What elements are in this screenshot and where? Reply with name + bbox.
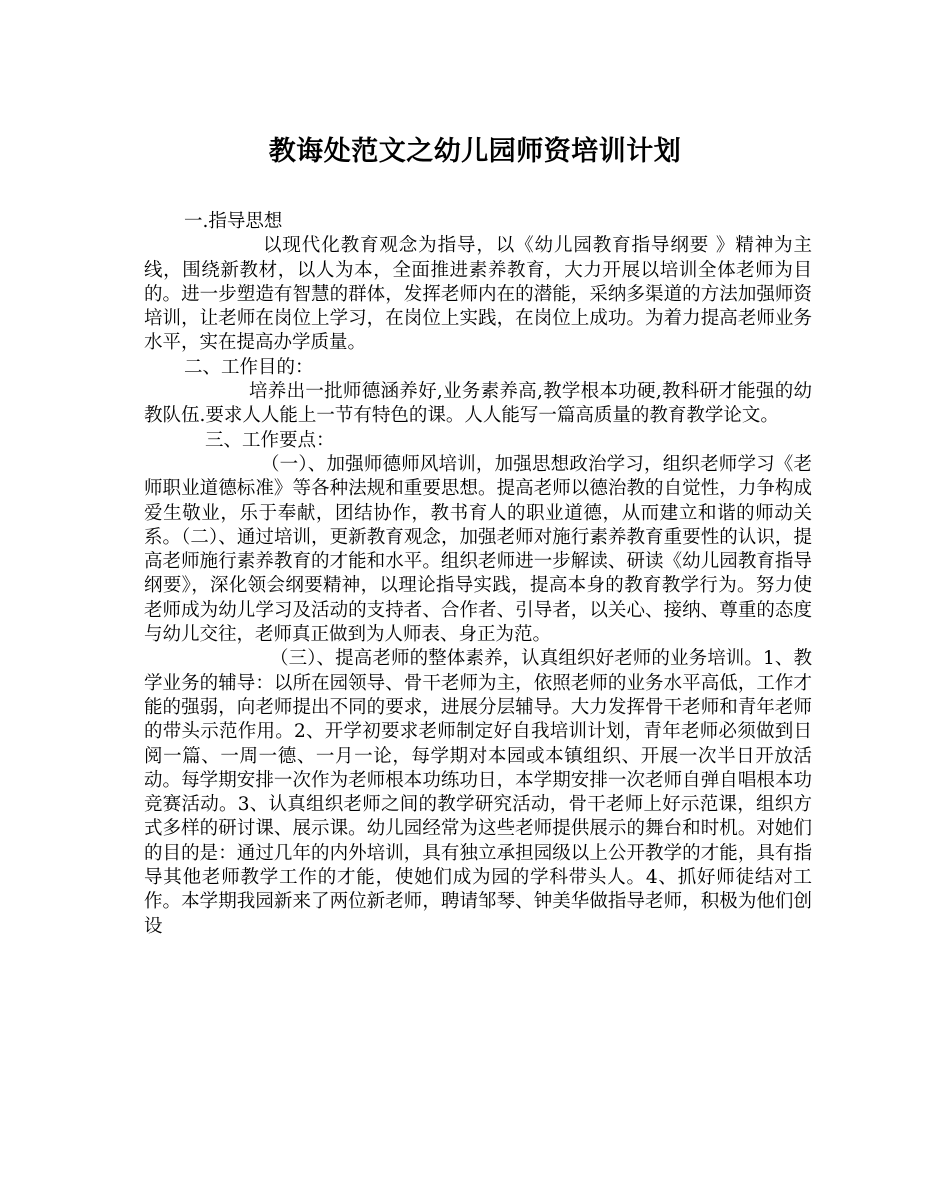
- paragraph-work-points-3: （三）、提高老师的整体素养，认真组织好老师的业务培训。1、教学业务的辅导：以所在园领导、骨干老师为主，依照老师的业务水平高低，工作才能的强弱，向老师提出不同的要求，进展分层辅导。大力发挥骨干老师和青年老师的带头示范作用。2、开学初要求老师制定好自我培训计划，青年老师必须做到日阅一篇、一周一德、一月一论，每学期对本园或本镇组织、开展一次半日开放活动。每学期安排一次作为老师根本功练功日，本学期安排一次老师自弹自唱根本功竞赛活动。3、认真组织老师之间的教学研究活动，骨干老师上好示范课，组织方式多样的研讨课、展示课。幼儿园经常为这些老师提供展示的舞台和时机。对她们的目的是：通过几年的内外培训，具有独立承担园级以上公开教学的才能，具有指导其他老师教学工作的才能，使她们成为园的学科带头人。4、抓好师徒结对工作。本学期我园新来了两位新老师，聘请邹琴、钟美华做指导老师，积极为他们创设: [144, 648, 812, 937]
- paragraph-work-points-1-2: （一）、加强师德师风培训，加强思想政治学习，组织老师学习《老师职业道德标准》等各种法规和重要思想。提高老师以德治教的自觉性，力争构成爱生敬业，乐于奉献，团结协作，教书育人的职业道德，从而建立和谐的师动关系。（二）、通过培训，更新教育观念，加强老师对施行素养教育重要性的认识，提高老师施行素养教育的才能和水平。组织老师进一步解读、研读《幼儿园教育指导纲要》，深化领会纲要精神，以理论指导实践，提高本身的教育教学行为。努力使老师成为幼儿学习及活动的支持者、合作者、引导者，以关心、接纳、尊重的态度与幼儿交往，老师真正做到为人师表、身正为范。: [144, 453, 812, 646]
- section-heading-work-goals: 二、工作目的：: [184, 356, 314, 378]
- section-heading-guiding-ideology: 一.指导思想: [184, 211, 283, 232]
- page-title: 教诲处范文之幼儿园师资培训计划: [268, 136, 682, 167]
- paragraph-work-goals: 培养出一批师德涵养好,业务素养高,教学根本功硬,教科研才能强的幼教队伍.要求人人能上一节有特色的课。人人能写一篇高质量的教育教学论文。: [144, 381, 812, 427]
- paragraph-guiding-ideology: 以现代化教育观念为指导，以《幼儿园教育指导纲要 》精神为主线，围绕新教材，以人为本，全面推进素养教育，大力开展以培训全体老师为目的。进一步塑造有智慧的群体，发挥老师内在的潜能，采纳多渠道的方法加强师资培训，让老师在岗位上学习，在岗位上实践，在岗位上成功。为着力提高老师业务水平，实在提高办学质量。: [144, 235, 812, 354]
- document-body: [144, 210, 812, 939]
- section-heading-work-points: 三、工作要点：: [205, 429, 335, 451]
